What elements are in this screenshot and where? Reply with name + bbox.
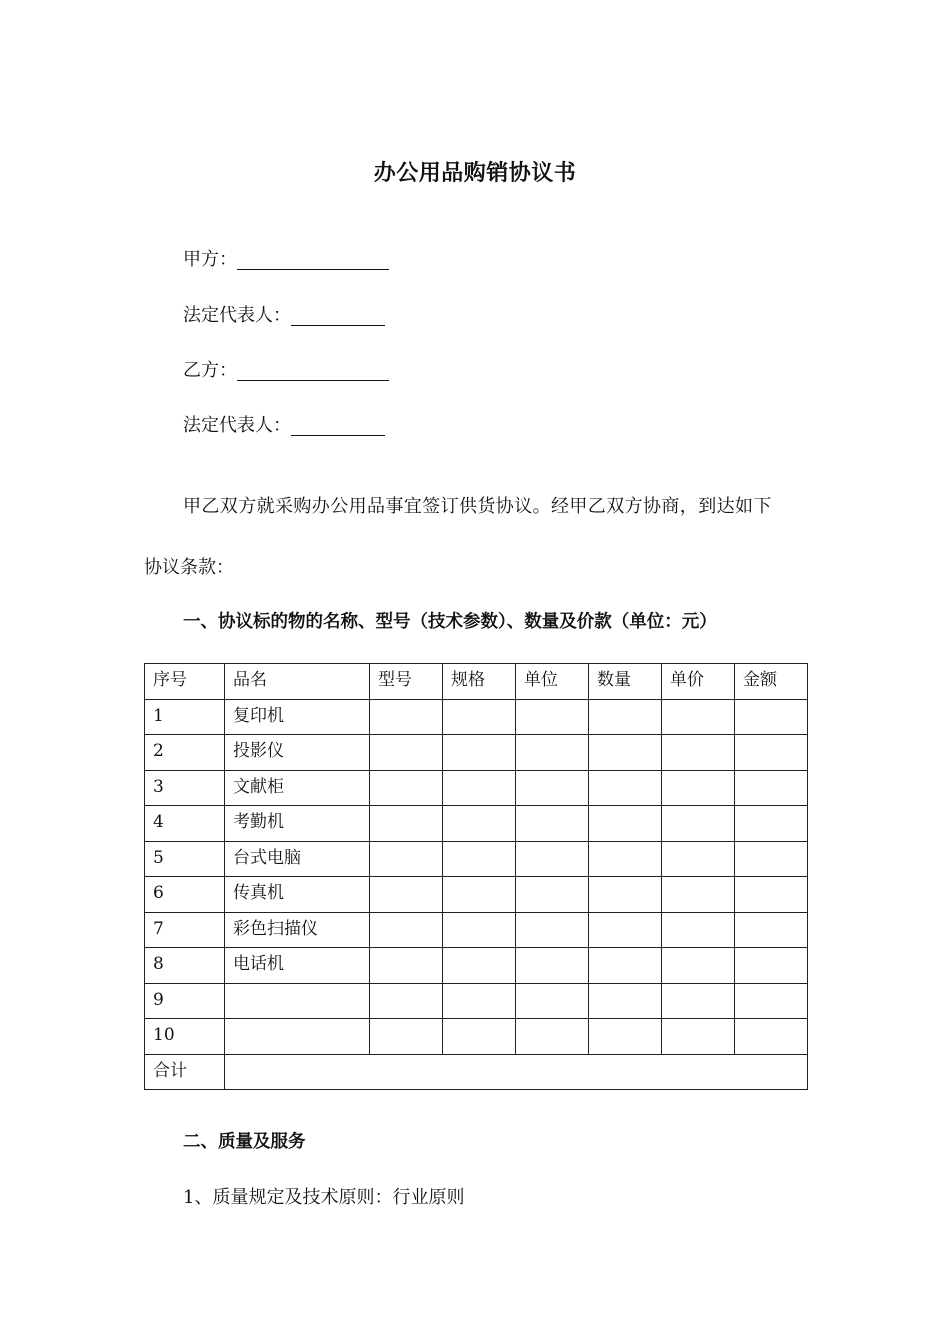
intro-paragraph-line1: 甲乙双方就采购办公用品事宜签订供货协议。经甲乙双方协商，到达如下 — [183, 496, 772, 517]
empty-cell — [370, 770, 443, 806]
empty-cell — [370, 841, 443, 877]
table-header-cell: 金额 — [735, 664, 808, 700]
empty-cell — [589, 877, 662, 913]
party-a-rep-label: 法定代表人： — [183, 305, 291, 326]
row-number: 6 — [145, 877, 225, 913]
row-number: 7 — [145, 912, 225, 948]
empty-cell — [735, 948, 808, 984]
empty-cell — [662, 735, 735, 771]
empty-cell — [370, 912, 443, 948]
empty-cell — [662, 806, 735, 842]
empty-cell — [589, 948, 662, 984]
party-a-blank — [237, 249, 389, 270]
total-value-cell — [225, 1054, 808, 1090]
empty-cell — [370, 983, 443, 1019]
party-b-rep-line — [183, 414, 385, 438]
item-name: 电话机 — [225, 948, 370, 984]
party-b-line — [183, 359, 389, 383]
table-header-cell: 品名 — [225, 664, 370, 700]
empty-cell — [589, 841, 662, 877]
total-label: 合计 — [145, 1054, 225, 1090]
empty-cell — [662, 841, 735, 877]
goods-table — [144, 663, 808, 1090]
empty-cell — [735, 699, 808, 735]
row-number: 8 — [145, 948, 225, 984]
table-row — [145, 806, 808, 842]
party-a-label: 甲方： — [183, 249, 237, 270]
table-row — [145, 983, 808, 1019]
row-number: 5 — [145, 841, 225, 877]
table-row — [145, 1019, 808, 1055]
table-header-cell: 规格 — [443, 664, 516, 700]
empty-cell — [735, 770, 808, 806]
empty-cell — [589, 699, 662, 735]
empty-cell — [443, 735, 516, 771]
party-a-line — [183, 248, 389, 272]
intro-paragraph-line2: 协议条款： — [144, 557, 234, 578]
item-name — [225, 983, 370, 1019]
empty-cell — [443, 699, 516, 735]
table-row — [145, 770, 808, 806]
empty-cell — [370, 948, 443, 984]
empty-cell — [662, 877, 735, 913]
empty-cell — [370, 699, 443, 735]
empty-cell — [516, 841, 589, 877]
table-header-cell: 单位 — [516, 664, 589, 700]
clause-2-1: 1、质量规定及技术原则：行业原则 — [183, 1187, 465, 1208]
document-title: 办公用品购销协议书 — [373, 161, 577, 186]
item-name: 复印机 — [225, 699, 370, 735]
table-row — [145, 912, 808, 948]
empty-cell — [443, 912, 516, 948]
empty-cell — [370, 806, 443, 842]
empty-cell — [516, 806, 589, 842]
party-b-label: 乙方： — [183, 360, 237, 381]
item-name: 彩色扫描仪 — [225, 912, 370, 948]
party-a-rep-blank — [291, 305, 385, 326]
empty-cell — [516, 699, 589, 735]
row-number: 2 — [145, 735, 225, 771]
empty-cell — [370, 735, 443, 771]
table-row — [145, 735, 808, 771]
table-header-cell: 序号 — [145, 664, 225, 700]
empty-cell — [443, 1019, 516, 1055]
empty-cell — [735, 735, 808, 771]
empty-cell — [589, 1019, 662, 1055]
empty-cell — [662, 983, 735, 1019]
empty-cell — [516, 948, 589, 984]
table-header-cell: 型号 — [370, 664, 443, 700]
empty-cell — [516, 735, 589, 771]
table-row — [145, 948, 808, 984]
table-row — [145, 841, 808, 877]
party-a-rep-line — [183, 304, 385, 328]
row-number: 9 — [145, 983, 225, 1019]
party-b-rep-label: 法定代表人： — [183, 415, 291, 436]
table-row — [145, 699, 808, 735]
row-number: 1 — [145, 699, 225, 735]
empty-cell — [735, 841, 808, 877]
empty-cell — [443, 877, 516, 913]
section2-heading: 二、质量及服务 — [183, 1132, 306, 1152]
empty-cell — [370, 1019, 443, 1055]
empty-cell — [735, 912, 808, 948]
item-name: 台式电脑 — [225, 841, 370, 877]
empty-cell — [589, 912, 662, 948]
empty-cell — [443, 948, 516, 984]
table-header-row — [145, 664, 808, 700]
empty-cell — [735, 1019, 808, 1055]
empty-cell — [735, 806, 808, 842]
empty-cell — [370, 877, 443, 913]
row-number: 3 — [145, 770, 225, 806]
empty-cell — [589, 983, 662, 1019]
empty-cell — [589, 806, 662, 842]
empty-cell — [662, 912, 735, 948]
empty-cell — [516, 912, 589, 948]
empty-cell — [443, 983, 516, 1019]
empty-cell — [516, 877, 589, 913]
table-header-cell: 单价 — [662, 664, 735, 700]
row-number: 10 — [145, 1019, 225, 1055]
item-name: 投影仪 — [225, 735, 370, 771]
table-header-cell: 数量 — [589, 664, 662, 700]
empty-cell — [735, 983, 808, 1019]
item-name: 传真机 — [225, 877, 370, 913]
item-name — [225, 1019, 370, 1055]
section1-heading: 一、协议标的物的名称、型号（技术参数）、数量及价款（单位：元） — [183, 612, 717, 632]
table-row — [145, 877, 808, 913]
empty-cell — [662, 1019, 735, 1055]
empty-cell — [443, 841, 516, 877]
row-number: 4 — [145, 806, 225, 842]
empty-cell — [589, 770, 662, 806]
empty-cell — [589, 735, 662, 771]
empty-cell — [662, 948, 735, 984]
item-name: 文献柜 — [225, 770, 370, 806]
item-name: 考勤机 — [225, 806, 370, 842]
empty-cell — [662, 699, 735, 735]
empty-cell — [516, 983, 589, 1019]
party-b-blank — [237, 360, 389, 381]
empty-cell — [443, 806, 516, 842]
empty-cell — [516, 1019, 589, 1055]
party-b-rep-blank — [291, 415, 385, 436]
table-total-row — [145, 1054, 808, 1090]
empty-cell — [735, 877, 808, 913]
empty-cell — [516, 770, 589, 806]
empty-cell — [443, 770, 516, 806]
empty-cell — [662, 770, 735, 806]
